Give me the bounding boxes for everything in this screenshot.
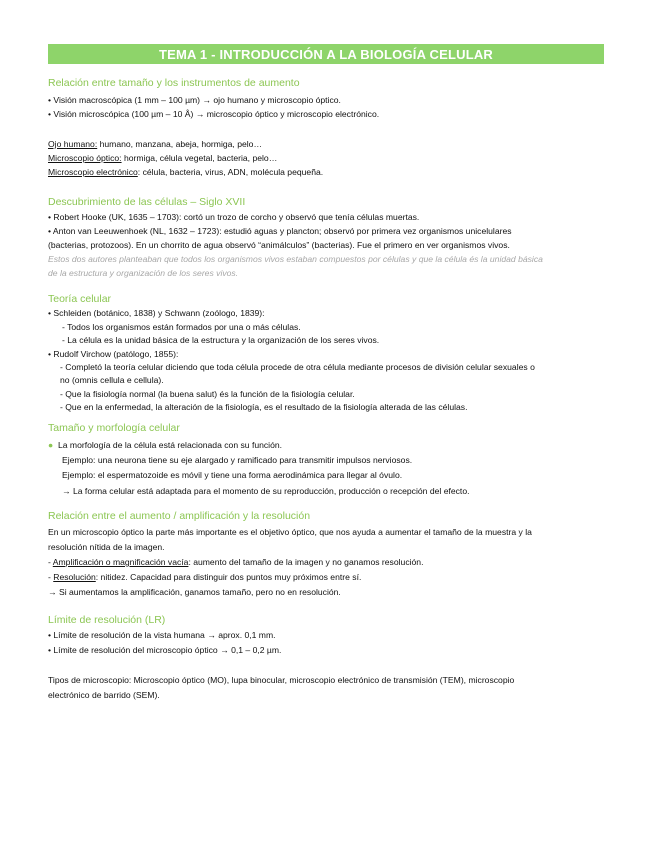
- bullet-human-limit: • Límite de resolución de la vista humana → aprox. 0,1 mm.: [48, 630, 276, 640]
- bullet-optical-limit: • Límite de resolución del microscopio óptico → 0,1 – 0,2 µm.: [48, 645, 282, 655]
- example-neuron: Ejemplo: una neurona tiene su eje alargado y ramificado para transmitir impulsos nerviosos.: [62, 455, 413, 465]
- bullet-leeuwenhoek-cont: (bacterias, protozoos). En un chorrito de agua observó “animálculos” (bacterias). Fue el primero en ver organismos vivos.: [48, 240, 510, 250]
- page-title: TEMA 1 - INTRODUCCIÓN A LA BIOLOGÍA CELULAR: [158, 46, 494, 62]
- definition-label: Ojo humano:: [48, 139, 98, 149]
- bullet-macroscopic: • Visión macroscópica (1 mm – 100 µm) → ojo humano y microscopio óptico.: [48, 95, 341, 105]
- bullet-text: La morfología de la célula está relacionada con su función.: [57, 440, 283, 450]
- example-sperm: Ejemplo: el espermatozoide es móvil y tiene una forma aerodinámica para llegar al óvulo.: [62, 470, 403, 480]
- microscope-types-line-2: electrónico de barrido (SEM).: [48, 690, 160, 700]
- note-line-1: Estos dos autores planteaban que todos los organismos vivos estaban compuestos por células y que la célula és la unidad básica: [48, 254, 543, 264]
- sub-item: - La célula es la unidad básica de la estructura y la organización de los seres vivos.: [62, 335, 380, 345]
- bullet-morphology: [48, 440, 282, 451]
- definition-optical-microscope: [48, 153, 277, 164]
- definition-empty-magnification: [48, 557, 423, 568]
- microscope-types-line-1: Tipos de microscopio: Microscopio óptico (MO), lupa binocular, microscopio electrónico de transmisión (TEM), microscopio: [48, 675, 515, 685]
- sub-item: - Todos los organismos están formados por una o más células.: [62, 322, 301, 332]
- note-line-2: de la estructura y organización de los seres vivos.: [48, 268, 239, 278]
- section-heading-cell-discovery: Descubrimiento de las células – Siglo XVII: [48, 196, 246, 208]
- definition-label: Resolución: [53, 572, 96, 582]
- definition-label: Amplificación o magnificación vacía: [52, 557, 189, 567]
- conclusion-amplification: → Si aumentamos la amplificación, ganamos tamaño, pero no en resolución.: [48, 587, 341, 597]
- sub-item: - Completó la teoría celular diciendo que toda célula procede de otra célula mediante procesos de división celular sexuales o: [60, 362, 535, 372]
- section-heading-magnification-resolution: Relación entre el aumento / amplificación y la resolución: [48, 510, 311, 522]
- bullet-leeuwenhoek: • Anton van Leeuwenhoek (NL, 1632 – 1723): estudió aguas y plancton; observó por primera vez organismos unicelulares: [48, 226, 512, 236]
- sub-item: - Que la fisiología normal (la buena salut) és la función de la fisiología celular.: [60, 389, 355, 399]
- section-heading-cell-theory: Teoría celular: [48, 293, 112, 305]
- title-banner: [48, 44, 604, 64]
- conclusion-shape: → La forma celular está adaptada para el momento de su reproducción, producción o recepción del efecto.: [62, 486, 470, 496]
- sub-item-cont: no (omnis cellula e cellula).: [60, 375, 164, 385]
- dash: -: [48, 572, 54, 582]
- definition-electron-microscope: [48, 167, 323, 178]
- definition-label: Microscopio óptico:: [48, 153, 122, 163]
- sub-item: - Que en la enfermedad, la alteración de la fisiología, es el resultado de la fisiología alterada de las células.: [60, 402, 468, 412]
- bullet-icon: ●: [48, 440, 54, 450]
- paragraph-line-2: resolución nítida de la imagen.: [48, 542, 165, 552]
- section-heading-resolution-limit: Límite de resolución (LR): [48, 614, 166, 626]
- definition-resolution: [48, 572, 361, 583]
- bullet-microscopic: • Visión microscópica (100 µm – 10 Å) → microscopio óptico y microscopio electrónico.: [48, 109, 380, 119]
- bullet-virchow: • Rudolf Virchow (patólogo, 1855):: [48, 349, 179, 359]
- dash: -: [48, 557, 53, 567]
- definition-text: : célula, bacteria, virus, ADN, molécula pequeña.: [137, 167, 324, 177]
- section-heading-size-instruments: Relación entre tamaño y los instrumentos de aumento: [48, 77, 300, 89]
- definition-text: : aumento del tamaño de la imagen y no ganamos resolución.: [188, 557, 424, 567]
- definition-text: : nitidez. Capacidad para distinguir dos puntos muy próximos entre sí.: [95, 572, 362, 582]
- definition-text: hormiga, célula vegetal, bacteria, pelo…: [121, 153, 278, 163]
- definition-text: humano, manzana, abeja, hormiga, pelo…: [97, 139, 263, 149]
- bullet-hooke: • Robert Hooke (UK, 1635 – 1703): cortó un trozo de corcho y observó que tenía células muertas.: [48, 212, 420, 222]
- definition-label: Microscopio electrónico: [48, 167, 138, 177]
- section-heading-size-morphology: Tamaño y morfología celular: [48, 422, 180, 434]
- paragraph-line-1: En un microscopio óptico la parte más importante es el objetivo óptico, que nos ayuda a aumentar el tamaño de la muestra y la: [48, 527, 532, 537]
- bullet-schleiden-schwann: • Schleiden (botánico, 1838) y Schwann (zoólogo, 1839):: [48, 308, 265, 318]
- definition-human-eye: [48, 139, 262, 150]
